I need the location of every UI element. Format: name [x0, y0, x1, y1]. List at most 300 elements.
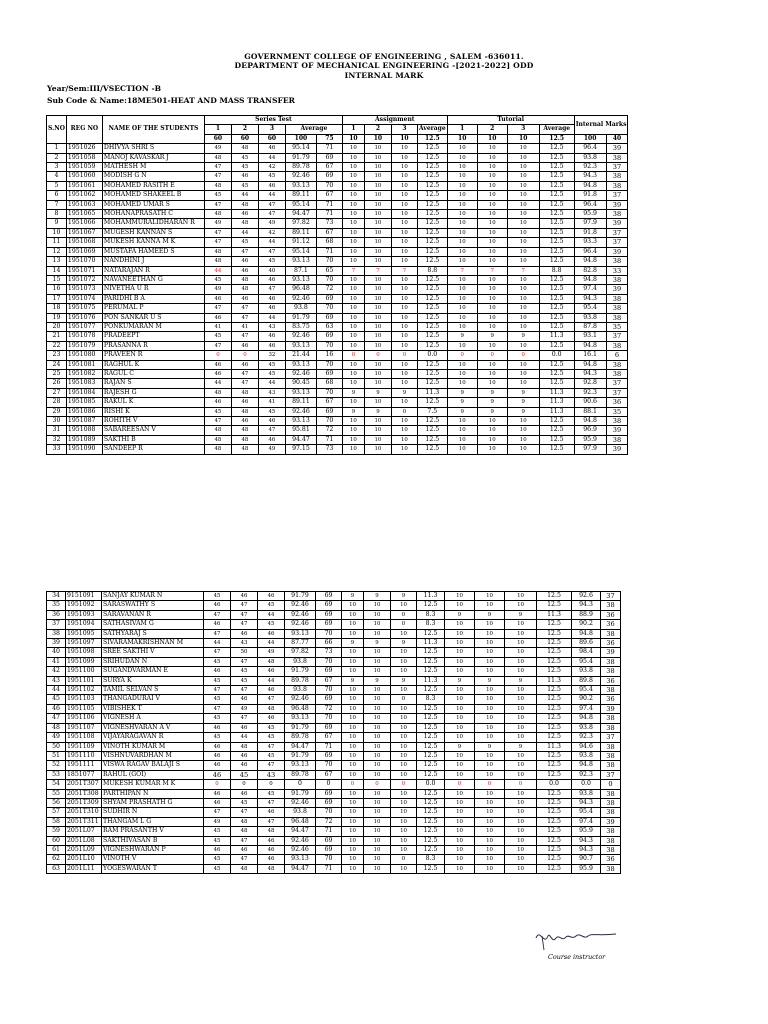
series1-cell: 48: [204, 445, 231, 454]
tut2-cell: 10: [475, 657, 505, 666]
internal40-cell: 38: [601, 751, 621, 760]
regno-cell: 1951109: [66, 742, 102, 751]
series2-cell: 46: [231, 257, 258, 266]
regno-cell: 1951076: [66, 313, 102, 322]
table-row: [47, 657, 621, 666]
internal40-cell: 37: [601, 770, 621, 779]
regno-cell: 1951101: [66, 676, 102, 685]
regno-cell: 2051L08: [66, 836, 102, 845]
assign3-cell: 10: [391, 181, 417, 190]
internal40-cell: 36: [601, 620, 621, 629]
tut-avg-cell: 12.5: [537, 714, 572, 723]
series1-cell: 45: [204, 733, 231, 742]
series-avg75-cell: 70: [316, 629, 342, 638]
regno-cell: 2051T308: [66, 789, 102, 798]
table-row: [47, 153, 628, 162]
assign1-cell: 10: [342, 379, 364, 388]
assign-avg-cell: 12.5: [417, 360, 447, 369]
series-avg100-cell: 94.47: [285, 827, 316, 836]
assign3-cell: 10: [391, 789, 417, 798]
tut-avg-cell: 12.5: [539, 228, 574, 237]
series1-cell: 47: [204, 163, 231, 172]
series1-cell: 44: [204, 639, 231, 648]
internal40-cell: 38: [601, 686, 621, 695]
series-avg75-cell: 70: [316, 360, 342, 369]
student-name-cell: RAGUL C: [102, 369, 204, 378]
series-avg75-cell: 73: [316, 648, 342, 657]
student-name-cell: SANDEEP R: [102, 445, 204, 454]
assign2-cell: 10: [364, 610, 391, 619]
assign3-cell: 10: [391, 304, 417, 313]
tut-avg-cell: 12.5: [537, 601, 572, 610]
tut1-cell: 10: [445, 629, 475, 638]
tut2-cell: 10: [475, 855, 505, 864]
series1-cell: 48: [204, 435, 231, 444]
regno-cell: 1951067: [66, 228, 102, 237]
series2-cell: 45: [231, 153, 258, 162]
tut1-cell: 10: [445, 864, 475, 873]
internal40-cell: 39: [606, 200, 628, 209]
tut1-cell: 10: [445, 827, 475, 836]
internal100-cell: 97.9: [574, 219, 606, 228]
internal100-cell: 89.6: [572, 639, 601, 648]
tut-avg-cell: 12.5: [539, 445, 574, 454]
tut2-cell: 10: [475, 601, 505, 610]
series3-cell: 45: [258, 620, 285, 629]
table-row: [47, 836, 621, 845]
assign2-cell: 10: [364, 360, 391, 369]
series1-cell: 45: [204, 332, 231, 341]
assign3-cell: 10: [391, 191, 417, 200]
regno-cell: 1951110: [66, 751, 102, 760]
student-name-cell: RAKUL K: [102, 398, 204, 407]
table-row: [47, 667, 621, 676]
sno-cell: 49: [47, 733, 66, 742]
series3-cell: 40: [258, 266, 285, 275]
sno-cell: 26: [47, 379, 67, 388]
assign-avg-cell: 12.5: [417, 445, 447, 454]
assign2-cell: 10: [364, 200, 391, 209]
student-name-cell: MUGESH KANNAN S: [102, 228, 204, 237]
sno-cell: 33: [47, 445, 67, 454]
assign2-cell: 10: [364, 845, 391, 854]
assign3-cell: 10: [391, 667, 417, 676]
table-row: [47, 864, 621, 873]
assign3-cell: 10: [391, 751, 417, 760]
series-avg100-cell: 92.46: [285, 294, 316, 303]
tut1-cell: 10: [447, 435, 477, 444]
assign2-cell: 10: [364, 817, 391, 826]
table-row: [47, 733, 621, 742]
series2-cell: 46: [231, 294, 258, 303]
tut2-cell: 10: [475, 733, 505, 742]
student-name-cell: NATARAJAN R: [102, 266, 204, 275]
internal100-cell: 93.1: [574, 332, 606, 341]
student-name-cell: MUKESH KANNA M K: [102, 238, 204, 247]
table-row: [47, 322, 628, 331]
student-name-cell: SARASWATHY S: [102, 601, 204, 610]
assign1-cell: 10: [342, 322, 364, 331]
internal100-cell: 95.9: [574, 210, 606, 219]
series2-cell: 47: [231, 379, 258, 388]
series-avg75-cell: 67: [316, 191, 342, 200]
series1-cell: 47: [204, 686, 231, 695]
series-avg100-cell: 92.46: [285, 836, 316, 845]
assign1-cell: 10: [342, 341, 364, 350]
series-avg75-cell: 68: [316, 238, 342, 247]
series2-cell: 45: [231, 181, 258, 190]
assign3-cell: 10: [391, 808, 417, 817]
series-avg100-cell: 92.46: [285, 172, 316, 181]
internal100-cell: 95.4: [572, 686, 601, 695]
tut2-cell: 10: [475, 686, 505, 695]
internal40-cell: 38: [606, 369, 628, 378]
series-avg100-cell: 92.46: [285, 845, 316, 854]
internal40-cell: 36: [601, 695, 621, 704]
assign3-cell: 10: [391, 864, 417, 873]
series2-cell: 43: [231, 639, 258, 648]
series1-cell: 45: [204, 676, 231, 685]
assign2-cell: 10: [364, 704, 391, 713]
tut2-cell: 10: [475, 864, 505, 873]
internal100-cell: 94.8: [574, 257, 606, 266]
tut1-cell: 10: [445, 667, 475, 676]
series3-cell: 32: [258, 351, 285, 360]
sno-cell: 3: [47, 163, 67, 172]
series-avg75-cell: 70: [316, 304, 342, 313]
series1-cell: 48: [204, 210, 231, 219]
internal40-cell: 39: [606, 445, 628, 454]
series1-cell: 45: [204, 714, 231, 723]
series1-cell: 47: [204, 648, 231, 657]
assign-avg-cell: 11.3: [417, 592, 445, 601]
sno-cell: 21: [47, 332, 67, 341]
assign3-cell: 0: [391, 695, 417, 704]
tut-avg-cell: 12.5: [539, 369, 574, 378]
series-avg100-cell: 91.79: [285, 723, 316, 732]
assign3-cell: 0: [391, 610, 417, 619]
tut-avg-cell: 12.5: [537, 733, 572, 742]
tut2-cell: 10: [477, 228, 507, 237]
assign2-cell: 10: [364, 332, 391, 341]
tut3-cell: 10: [507, 426, 539, 435]
regno-cell: 2051T309: [66, 798, 102, 807]
tut3-cell: 9: [507, 332, 539, 341]
table-row: [47, 172, 628, 181]
tut-avg-cell: 12.5: [539, 426, 574, 435]
tut1-cell: 0: [445, 780, 475, 789]
regno-cell: 1951092: [66, 601, 102, 610]
series3-cell: 44: [258, 313, 285, 322]
tut-avg-cell: 12.5: [539, 417, 574, 426]
assign-avg-cell: 12.5: [417, 742, 445, 751]
internal100-cell: 94.3: [572, 601, 601, 610]
tut-avg-cell: 12.5: [539, 172, 574, 181]
assign-avg-cell: 0.0: [417, 351, 447, 360]
series3-cell: 46: [258, 845, 285, 854]
tut2-cell: 10: [475, 714, 505, 723]
series1-cell: 47: [204, 304, 231, 313]
series2-cell: 48: [231, 144, 258, 153]
college-title: GOVERNMENT COLLEGE OF ENGINEERING , SALEM -636011.: [244, 52, 524, 61]
series-avg75-cell: 66: [316, 639, 342, 648]
tut-avg-cell: 12.5: [539, 313, 574, 322]
assign2-cell: 10: [364, 304, 391, 313]
tut-avg-cell: 12.5: [539, 285, 574, 294]
tut3-cell: 10: [505, 770, 537, 779]
series2-cell: 47: [231, 620, 258, 629]
tut2-cell: 10: [475, 789, 505, 798]
internal100-cell: 90.6: [574, 398, 606, 407]
tut1-cell: 10: [447, 369, 477, 378]
assign2-cell: 9: [364, 676, 391, 685]
assign3-cell: 10: [391, 163, 417, 172]
series1-cell: 46: [204, 313, 231, 322]
sno-cell: 31: [47, 426, 67, 435]
table-row: [47, 379, 628, 388]
series1-cell: 48: [204, 426, 231, 435]
assign2-cell: 9: [364, 592, 391, 601]
tut2-cell: 10: [475, 808, 505, 817]
internal40-cell: 38: [606, 304, 628, 313]
tut2-cell: 9: [477, 332, 507, 341]
student-name-cell: VISWA RAGAV BALAJI S: [102, 761, 204, 770]
series1-cell: 45: [204, 864, 231, 873]
assign2-cell: 10: [364, 667, 391, 676]
assign1-cell: 10: [342, 610, 364, 619]
table-row: [47, 285, 628, 294]
tut3-cell: 10: [507, 191, 539, 200]
series-avg75-cell: 71: [316, 200, 342, 209]
series3-cell: 45: [258, 172, 285, 181]
max-mark: 60: [231, 134, 258, 143]
series2-cell: 47: [231, 610, 258, 619]
internal40-cell: 37: [606, 379, 628, 388]
series2-cell: 46: [231, 845, 258, 854]
series2-cell: 44: [231, 191, 258, 200]
assign2-cell: 10: [364, 657, 391, 666]
tut1-cell: 10: [445, 733, 475, 742]
tut2-cell: 10: [475, 761, 505, 770]
series1-cell: 48: [204, 181, 231, 190]
assign1-cell: 10: [342, 398, 364, 407]
series3-cell: 45: [258, 723, 285, 732]
student-name-cell: PONKUMARAN M: [102, 322, 204, 331]
assign3-cell: 9: [391, 639, 417, 648]
assign-avg-cell: 12.5: [417, 657, 445, 666]
series-avg75-cell: 69: [316, 667, 342, 676]
series2-cell: 47: [231, 369, 258, 378]
tut1-cell: 9: [445, 610, 475, 619]
assign1-cell: 10: [342, 219, 364, 228]
tut-avg-cell: 11.3: [539, 407, 574, 416]
internal100-cell: 94.8: [574, 341, 606, 350]
series1-cell: 47: [204, 704, 231, 713]
series1-cell: 48: [204, 247, 231, 256]
series-avg75-cell: 67: [316, 733, 342, 742]
series-avg100-cell: 95.14: [285, 200, 316, 209]
assign1-cell: 10: [342, 238, 364, 247]
series2-cell: 46: [231, 723, 258, 732]
tut-avg-cell: 11.3: [537, 676, 572, 685]
tut2-cell: 10: [477, 153, 507, 162]
assign3-cell: 10: [391, 714, 417, 723]
tut1-cell: 10: [447, 313, 477, 322]
tut1-cell: 9: [445, 742, 475, 751]
regno-cell: 1951063: [66, 200, 102, 209]
internal100-cell: 96.9: [574, 426, 606, 435]
series-avg100-cell: 92.46: [285, 695, 316, 704]
series2-cell: 46: [231, 417, 258, 426]
series2-cell: 48: [231, 817, 258, 826]
tut2-cell: 10: [477, 426, 507, 435]
series-avg100-cell: 93.13: [285, 275, 316, 284]
series-avg75-cell: 63: [316, 322, 342, 331]
assign3-cell: 10: [391, 200, 417, 209]
internal-marks-header: Internal Marks: [574, 116, 628, 135]
series3-cell: 43: [258, 388, 285, 397]
regno-cell: 1951085: [66, 398, 102, 407]
tut-avg-cell: 12.5: [537, 761, 572, 770]
assign-avg-cell: 12.5: [417, 398, 447, 407]
tut1-cell: 7: [447, 266, 477, 275]
internal40-cell: 36: [606, 398, 628, 407]
series3-cell: 45: [258, 601, 285, 610]
assign1-cell: 10: [342, 798, 364, 807]
student-name-cell: NAVANEETHAN G: [102, 275, 204, 284]
series3-cell: 46: [258, 181, 285, 190]
internal40-cell: 38: [606, 341, 628, 350]
table-row: [47, 200, 628, 209]
internal40-cell: 38: [606, 257, 628, 266]
assign2-cell: 9: [364, 388, 391, 397]
assign-avg-cell: 12.5: [417, 686, 445, 695]
assign1-cell: 10: [342, 313, 364, 322]
student-name-cell: SURYA K: [102, 676, 204, 685]
student-name-cell: YOGESWARAN T: [102, 864, 204, 873]
internal100-cell: 94.8: [574, 360, 606, 369]
regno-cell: 2051T307: [66, 780, 102, 789]
series2-cell: 49: [231, 704, 258, 713]
tut3-cell: 10: [505, 751, 537, 760]
table-row: [47, 219, 628, 228]
internal40-cell: 39: [606, 426, 628, 435]
assign-avg-cell: 12.5: [417, 723, 445, 732]
series-avg75-cell: 72: [316, 285, 342, 294]
sno-cell: 41: [47, 657, 66, 666]
tut2-cell: 10: [475, 827, 505, 836]
series3-cell: 48: [258, 657, 285, 666]
series-avg75-cell: 67: [316, 398, 342, 407]
tut1-cell: 10: [447, 417, 477, 426]
assign1-cell: 10: [342, 714, 364, 723]
regno-cell: 1951080: [66, 351, 102, 360]
series-avg75-cell: 69: [316, 620, 342, 629]
tut-avg-cell: 12.5: [537, 629, 572, 638]
tut3-cell: 9: [505, 610, 537, 619]
sno-cell: 38: [47, 629, 66, 638]
assign2-cell: 10: [364, 275, 391, 284]
internal100-cell: 95.9: [572, 864, 601, 873]
series3-cell: 46: [258, 144, 285, 153]
tut1-cell: 10: [445, 657, 475, 666]
tut3-cell: 10: [507, 228, 539, 237]
internal40-cell: 37: [606, 228, 628, 237]
student-name-cell: SARAVANAN R: [102, 610, 204, 619]
assign-avg-cell: 12.5: [417, 733, 445, 742]
student-name-cell: THANGADURAI V: [102, 695, 204, 704]
series3-cell: 46: [258, 855, 285, 864]
sno-cell: 58: [47, 817, 66, 826]
table-row: [47, 417, 628, 426]
student-name-cell: NANDHINI J: [102, 257, 204, 266]
assign1-cell: 10: [342, 369, 364, 378]
tut3-cell: 10: [505, 864, 537, 873]
signature-label: Course instructor: [548, 953, 606, 961]
series2-cell: 45: [231, 770, 258, 779]
regno-cell: 1951084: [66, 388, 102, 397]
regno-cell: 1951105: [66, 704, 102, 713]
assign2-cell: 10: [364, 294, 391, 303]
assign1-cell: 10: [342, 360, 364, 369]
assign2-cell: 10: [364, 620, 391, 629]
assign-avg-cell: 12.5: [417, 219, 447, 228]
tut1-cell: 10: [445, 686, 475, 695]
assign-avg-cell: 7.5: [417, 407, 447, 416]
internal40-cell: 37: [606, 332, 628, 341]
assign2-cell: 10: [364, 686, 391, 695]
student-name-cell: SREE SAKTHI V: [102, 648, 204, 657]
internal100-cell: 94.8: [572, 714, 601, 723]
internal40-cell: 36: [601, 610, 621, 619]
table-row: [47, 369, 628, 378]
tut2-cell: 10: [475, 751, 505, 760]
assign1-cell: 10: [342, 817, 364, 826]
tut-avg-cell: 12.5: [539, 200, 574, 209]
series-avg100-cell: 93.13: [285, 257, 316, 266]
table-row: [47, 798, 621, 807]
tut2-cell: 10: [477, 247, 507, 256]
assign1-cell: 9: [342, 407, 364, 416]
assign3-cell: 10: [391, 723, 417, 732]
table-row: [47, 629, 621, 638]
assign2-cell: 10: [364, 369, 391, 378]
internal40-cell: 38: [606, 172, 628, 181]
tut-avg-cell: 12.5: [539, 191, 574, 200]
internal40-cell: 38: [601, 714, 621, 723]
sno-cell: 44: [47, 686, 66, 695]
sno-cell: 57: [47, 808, 66, 817]
student-name-cell: TAMIL SELVAN S: [102, 686, 204, 695]
series3-cell: 46: [258, 686, 285, 695]
regno-cell: 9151091: [66, 592, 102, 601]
internal40-cell: 38: [601, 808, 621, 817]
assign3-cell: 10: [391, 733, 417, 742]
series-avg100-cell: 93.13: [285, 181, 316, 190]
table-row: [47, 761, 621, 770]
assign-avg-cell: 12.5: [417, 332, 447, 341]
tut1-cell: 10: [447, 210, 477, 219]
student-name-cell: SHYAM PRASHATH G: [102, 798, 204, 807]
assign-avg-cell: 12.5: [417, 341, 447, 350]
student-name-cell: PON SANKAR U S: [102, 313, 204, 322]
sno-cell: 9: [47, 219, 67, 228]
series2-cell: 47: [231, 601, 258, 610]
internal100-cell: 94.8: [574, 181, 606, 190]
assign3-cell: 10: [391, 686, 417, 695]
series1-cell: 49: [204, 817, 231, 826]
series-avg100-cell: 91.79: [285, 667, 316, 676]
